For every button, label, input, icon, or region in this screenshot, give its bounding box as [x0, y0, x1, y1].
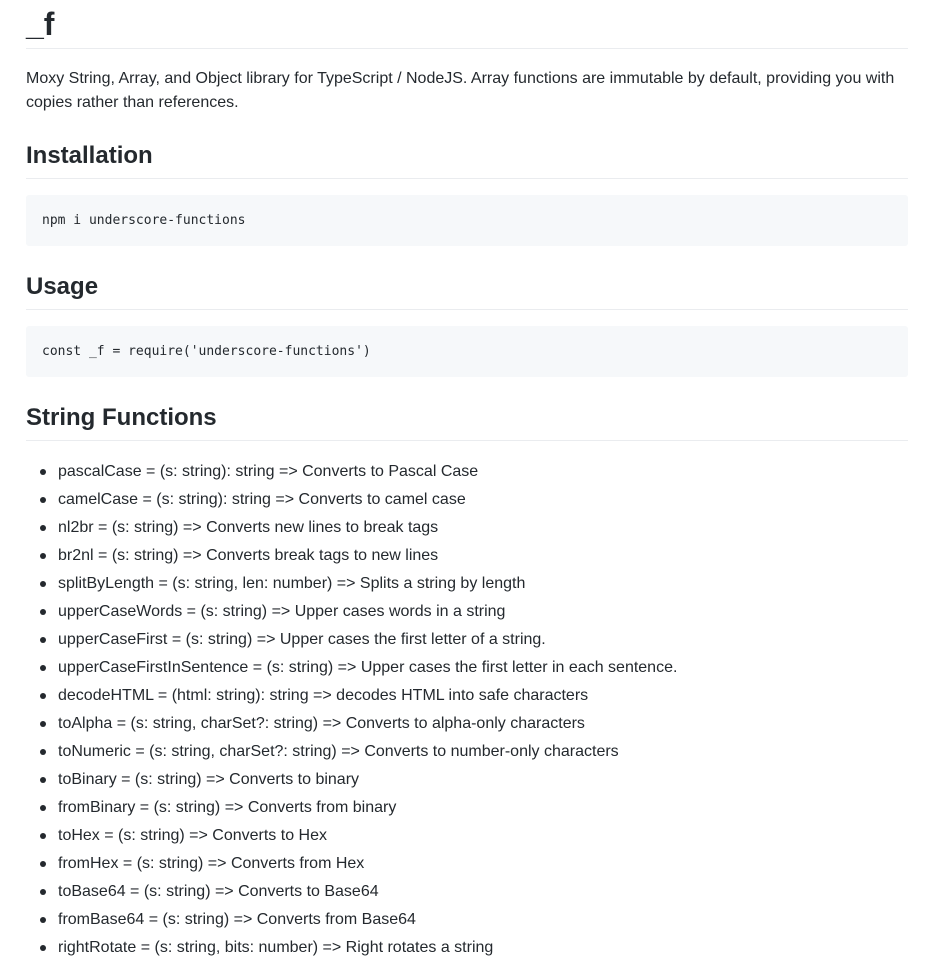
- bullet-icon: [40, 861, 46, 867]
- bullet-icon: [40, 469, 46, 475]
- bullet-icon: [40, 805, 46, 811]
- bullet-icon: [40, 609, 46, 615]
- bullet-icon: [40, 497, 46, 503]
- list-item: fromBase64 = (s: string) => Converts from Base64: [58, 906, 908, 934]
- bullet-icon: [40, 665, 46, 671]
- list-item: toBase64 = (s: string) => Converts to Base64: [58, 878, 908, 906]
- bullet-icon: [40, 945, 46, 951]
- list-item: upperCaseFirst = (s: string) => Upper cases the first letter of a string.: [58, 626, 908, 654]
- bullet-icon: [40, 749, 46, 755]
- bullet-icon: [40, 553, 46, 559]
- bullet-icon: [40, 917, 46, 923]
- list-item: fromHex = (s: string) => Converts from Hex: [58, 850, 908, 878]
- list-item: toHex = (s: string) => Converts to Hex: [58, 822, 908, 850]
- usage-heading: Usage: [26, 272, 908, 310]
- page-title: _f: [26, 0, 908, 49]
- intro-paragraph: Moxy String, Array, and Object library for TypeScript / NodeJS. Array functions are immutable by default, providing you with copies rather than references.: [26, 70, 895, 111]
- installation-heading: Installation: [26, 141, 908, 179]
- installation-code-block[interactable]: npm i underscore-functions: [26, 195, 908, 246]
- list-item: toNumeric = (s: string, charSet?: string) => Converts to number-only characters: [58, 738, 908, 766]
- bullet-icon: [40, 693, 46, 699]
- bullet-icon: [40, 889, 46, 895]
- list-item: upperCaseWords = (s: string) => Upper cases words in a string: [58, 598, 908, 626]
- bullet-icon: [40, 581, 46, 587]
- bullet-icon: [40, 721, 46, 727]
- string-functions-heading: String Functions: [26, 403, 908, 441]
- bullet-icon: [40, 833, 46, 839]
- list-item: rightRotate = (s: string, bits: number) => Right rotates a string: [58, 934, 908, 962]
- list-item: decodeHTML = (html: string): string => decodes HTML into safe characters: [58, 682, 908, 710]
- list-item: splitByLength = (s: string, len: number) => Splits a string by length: [58, 570, 908, 598]
- list-item: toAlpha = (s: string, charSet?: string) => Converts to alpha-only characters: [58, 710, 908, 738]
- bullet-icon: [40, 637, 46, 643]
- list-item: fromBinary = (s: string) => Converts from binary: [58, 794, 908, 822]
- list-item: upperCaseFirstInSentence = (s: string) => Upper cases the first letter in each sentence.: [58, 654, 908, 682]
- list-item: pascalCase = (s: string): string => Converts to Pascal Case: [58, 458, 908, 486]
- list-item: br2nl = (s: string) => Converts break tags to new lines: [58, 542, 908, 570]
- list-item: toBinary = (s: string) => Converts to binary: [58, 766, 908, 794]
- list-item: camelCase = (s: string): string => Converts to camel case: [58, 486, 908, 514]
- list-item: nl2br = (s: string) => Converts new lines to break tags: [58, 514, 908, 542]
- usage-code-block[interactable]: const _f = require('underscore-functions'): [26, 326, 908, 377]
- string-functions-list: [26, 458, 908, 962]
- bullet-icon: [40, 777, 46, 783]
- bullet-icon: [40, 525, 46, 531]
